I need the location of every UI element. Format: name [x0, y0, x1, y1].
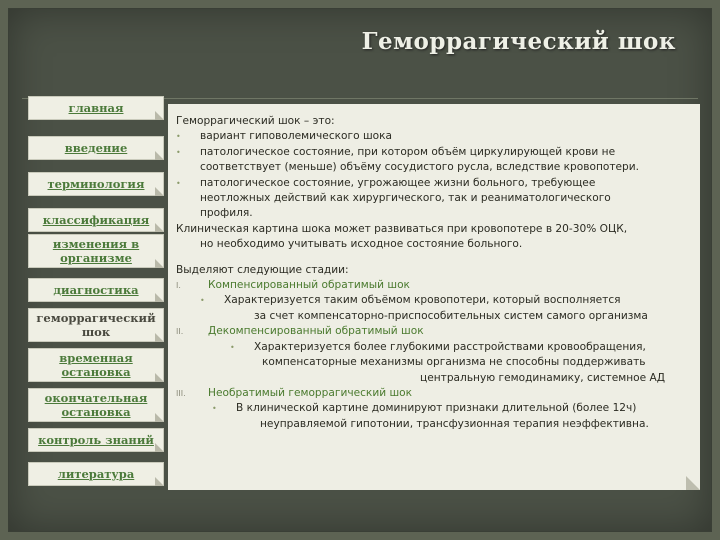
nav-item-classification[interactable]: классификация — [28, 208, 164, 232]
stage-desc: • В клинической картине доминируют признаки длительной (более 12ч) — [176, 401, 690, 416]
nav-item-hemorrhagic-shock[interactable]: геморрагический шок — [28, 308, 164, 342]
intro-text: Геморрагический шок – это: — [176, 115, 335, 127]
bullet-icon: • — [230, 342, 235, 352]
stage-number: II. — [176, 327, 184, 337]
bullet-icon: • — [200, 296, 205, 306]
nav-item-terminology[interactable]: терминология — [28, 172, 164, 196]
bullet-continuation: профиля. — [200, 207, 253, 220]
stage-number: III. — [176, 388, 186, 398]
page-title: Геморрагический шок — [361, 28, 676, 55]
bullet-item: • патологическое состояние, при котором объём циркулирующей крови не — [176, 145, 690, 160]
bullet-continuation: соответствует (меньше) объёму сосудистого русла, вследствие кровопотери. — [200, 161, 640, 174]
clinical-text: Клиническая картина шока может развиваться при кровопотере в 20-30% ОЦК, — [176, 222, 628, 235]
bullet-item: • патологическое состояние, угрожающее жизни больного, требующее — [176, 176, 690, 191]
stages-intro: Выделяют следующие стадии: — [176, 263, 349, 276]
stage-number: I. — [176, 281, 181, 291]
nav-item-final-stop[interactable]: окончательная остановка — [28, 388, 164, 422]
nav-item-diagnostics[interactable]: диагностика — [28, 278, 164, 302]
content-panel — [168, 104, 700, 490]
bullet-icon: • — [212, 404, 217, 414]
bullet-icon: • — [176, 147, 181, 157]
stage-desc: • Характеризуется более глубокими расстройствами кровообращения, — [176, 340, 690, 355]
stage-desc-continuation: неуправляемой гипотонии, трансфузионная терапия неэффективна. — [260, 417, 649, 430]
nav-item-organism-changes[interactable]: изменения в организме — [28, 234, 164, 268]
clinical-text-continuation: но необходимо учитывать исходное состояние больного. — [200, 238, 523, 251]
nav-item-literature[interactable]: литература — [28, 462, 164, 486]
nav-item-temporary-stop[interactable]: временная остановка — [28, 348, 164, 382]
stage-heading: III. Необратимый геморрагический шок — [176, 386, 690, 401]
bullet-icon: • — [176, 132, 181, 142]
nav-item-home[interactable]: главная — [28, 96, 164, 120]
bullet-continuation: неотложных действий как хирургического, так и реаниматологического — [200, 192, 611, 205]
stage-heading: II. Декомпенсированный обратимый шок — [176, 324, 690, 339]
nav-item-knowledge-test[interactable]: контроль знаний — [28, 428, 164, 452]
stage-desc-continuation: компенсаторные механизмы организма не способны поддерживать — [262, 356, 646, 369]
stage-heading: I. Компенсированный обратимый шок — [176, 278, 690, 293]
stage-desc-continuation: центральную гемодинамику, системное АД — [420, 371, 666, 384]
bullet-icon: • — [176, 178, 181, 188]
stage-desc-continuation: за счет компенсаторно-приспособительных систем самого организма — [254, 309, 648, 322]
stage-desc: • Характеризуется таким объёмом кровопотери, который восполняется — [176, 293, 690, 308]
bullet-item: • вариант гиповолемического шока — [176, 129, 690, 144]
nav-item-introduction[interactable]: введение — [28, 136, 164, 160]
